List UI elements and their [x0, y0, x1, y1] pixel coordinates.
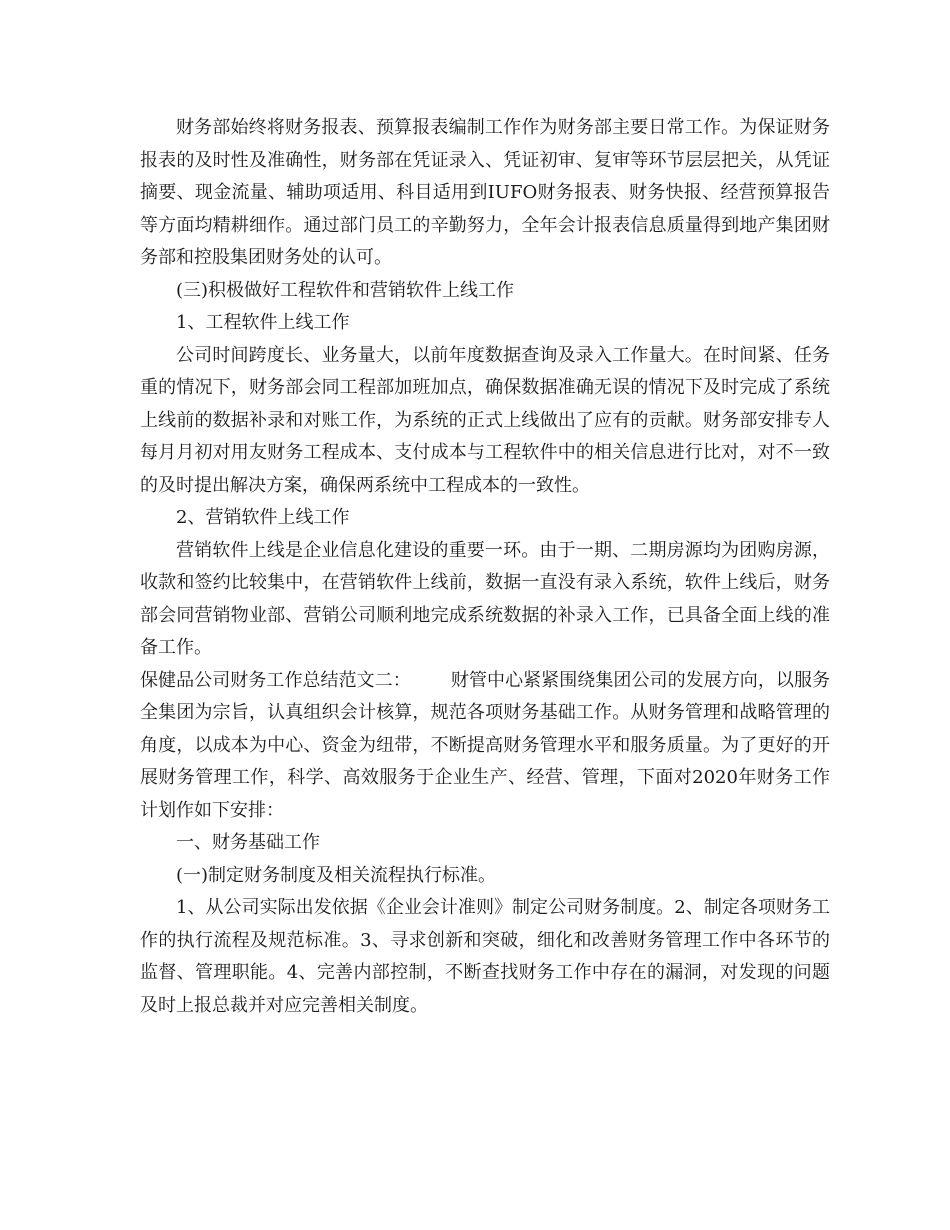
subheading-finance-policies: (一)制定财务制度及相关流程执行标准。: [176, 864, 497, 886]
paragraph-report-compilation: 财务部始终将财务报表、预算报表编制工作作为财务部主要日常工作。为保证财务报表的及时性及准确性，财务部在凭证录入、凭证初审、复审等环节层层把关，从凭证摘要、现金流量、辅助项适用、科目适用到IUFO财务报表、财务快报、经营预算报告等方面均精耕细作。通过部门员工的辛勤努力，全年会计报表信息质量得到地产集团财务部和控股集团财务处的认可。: [140, 117, 830, 268]
section-heading-software-launch: (三)积极做好工程软件和营销软件上线工作: [176, 279, 515, 301]
paragraph-engineering-software: 公司时间跨度长、业务量大，以前年度数据查询及录入工作量大。在时间紧、任务重的情况下，财务部会同工程部加班加点，确保数据准确无误的情况下及时完成了系统上线前的数据补录和对账工作，为系统的正式上线做出了应有的贡献。财务部安排专人每月月初对用友财务工程成本、支付成本与工程软件中的相关信息进行比对，对不一致的及时提出解决方案，确保两系统中工程成本的一致性。: [140, 344, 830, 496]
paragraph-finance-policies: 1、从公司实际出发依据《企业会计准则》制定公司财务制度。2、制定各项财务工作的执行流程及规范标准。3、寻求创新和突破，细化和改善财务管理工作中各环节的监督、管理职能。4、完善内部控制，不断查找财务工作中存在的漏洞，对发现的问题及时上报总裁并对应完善相关制度。: [140, 897, 830, 1016]
paragraph-marketing-software: 营销软件上线是企业信息化建设的重要一环。由于一期、二期房源均为团购房源，收款和签约比较集中，在营销软件上线前，数据一直没有录入系统，软件上线后，财务部会同营销物业部、营销公司顺利地完成系统数据的补录入工作，已具备全面上线的准备工作。: [140, 539, 830, 658]
section-heading-finance-basics: 一、财务基础工作: [176, 832, 320, 853]
sample-two-text: 财管中心紧紧围绕集团公司的发展方向，以服务全集团为宗旨，认真组织会计核算，规范各项财务基础工作。从财务管理和战略管理的角度，以成本为中心、资金为纽带，不断提高财务管理水平和服务质量。为了更好的开展财务管理工作，科学、高效服务于企业生产、经营、管理，下面对2020年财务工作计划作如下安排：: [140, 669, 831, 821]
subheading-engineering-software: 1、工程软件上线工作: [176, 312, 350, 333]
document-body: [140, 112, 830, 1022]
subheading-marketing-software: 2、营销软件上线工作: [176, 507, 350, 528]
sample-two-lead: 保健品公司财务工作总结范文二：: [140, 669, 411, 691]
paragraph-sample-two: [140, 665, 830, 828]
